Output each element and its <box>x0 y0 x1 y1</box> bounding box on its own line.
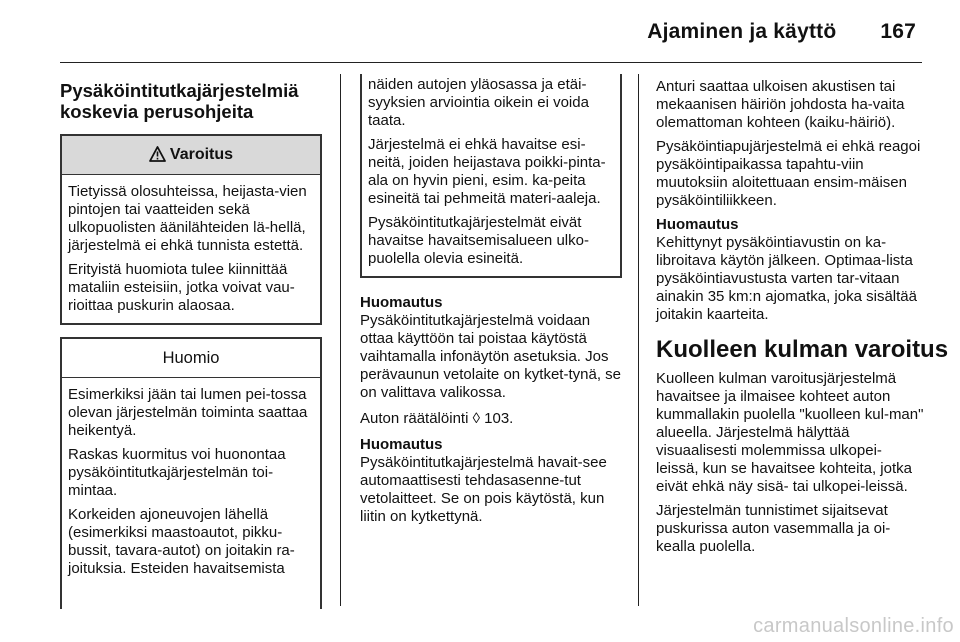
section-title-blind-spot: Kuolleen kulman varoitus <box>656 336 949 363</box>
note <box>656 216 924 324</box>
column-divider-1 <box>340 74 341 606</box>
caution-box <box>60 337 322 609</box>
column-divider-2 <box>638 74 639 606</box>
caution-box-header: Huomio <box>62 339 320 378</box>
caution-paragraph: Korkeiden ajoneuvojen lähellä (esimerkiksi maastoautot, pikku-bussit, tavara-autot) on joitakin ra-joituksia. Esteiden havaitsemista <box>68 506 295 577</box>
warning-triangle-icon <box>149 139 166 177</box>
caution-paragraph: Järjestelmä ei ehkä havaitse esi-neitä, joiden heijastava poikki-pinta-ala on hyvin pieni, esim. ka-peita esineitä tai pehmeitä materi-aaleja. <box>368 136 606 207</box>
page-number: 167 <box>880 20 916 43</box>
note-text: Pysäköintitutkajärjestelmä havait-see automaattisesti tehdasasenne-tut vetolaitteet. Se on pois käytöstä, kun liitin on kytkettynä. <box>360 454 607 525</box>
body-paragraph: Kuolleen kulman varoitusjärjestelmä havaitsee ja ilmaisee kohteet auton kummallakin puolella "kuolleen kul-man" alueella. Järjestelmä hälyttää visuaalisesti molemmissa ulkopei-leissä, kun se havaitsee kohteita, jotka eivät ehkä näy sisä- tai ulkopei-leissä. <box>656 370 924 495</box>
watermark: carmanualsonline.info <box>753 615 954 637</box>
column-1 <box>60 80 322 609</box>
note-block <box>360 294 622 526</box>
note-title: Huomautus <box>360 294 443 311</box>
chapter-title: Ajaminen ja käyttö <box>647 20 837 43</box>
note-title: Huomautus <box>360 436 443 453</box>
warning-box <box>60 134 322 325</box>
column-3 <box>656 78 949 562</box>
caution-box-continued-body <box>362 74 620 276</box>
note-title: Huomautus <box>656 216 739 233</box>
body-paragraph: Järjestelmän tunnistimet sijaitsevat puskurissa auton vasemmalla ja oi-kealla puolella. <box>656 502 891 555</box>
section-title-parking-radar: Pysäköintitutkajärjestelmiä koskevia perusohjeita <box>60 80 299 122</box>
column-2 <box>360 74 622 534</box>
cross-reference: Auton räätälöinti ◊ 103. <box>360 410 514 427</box>
note-text: Kehittynyt pysäköintiavustin on ka-libroitava käytön jälkeen. Optimaa-lista pysäköintiavustusta varten tar-vitaan ainakin 35 km:n ajomatka, joka sisältää joitakin kaarteita. <box>656 234 917 323</box>
caution-paragraph: näiden autojen yläosassa ja etäi-syyksien arviointia oikein ei voida taata. <box>368 76 589 129</box>
caution-paragraph: Raskas kuormitus voi huonontaa pysäköintitutkajärjestelmän toi-mintaa. <box>68 446 286 499</box>
running-header <box>647 20 916 44</box>
body-paragraph: Anturi saattaa ulkoisen akustisen tai mekaanisen häiriön johdosta ha-vaita olemattoman kohteen (kaiku-häiriö). <box>656 78 905 131</box>
warning-paragraph: Erityistä huomiota tulee kiinnittää mataliin esteisiin, jotka voivat vau-rioittaa puskurin alaosaa. <box>68 261 295 314</box>
caution-paragraph: Pysäköintitutkajärjestelmät eivät havaitse havaitsemisalueen ulko-puolella olevia esineitä. <box>368 214 589 267</box>
body-paragraph: Pysäköintiapujärjestelmä ei ehkä reagoi pysäköintipaikassa tapahtu-viin muutoksiin aloitettuaan ensim-mäisen pysäköintiliikkeen. <box>656 138 921 209</box>
note-text: Pysäköintitutkajärjestelmä voidaan ottaa käyttöön tai poistaa käytöstä vaihtamalla infonäytön asetuksia. Jos perävaunun vetolaite on kytket-tynä, se on valittava valikossa. <box>360 312 621 401</box>
warning-box-header <box>62 136 320 175</box>
caution-box-body <box>62 378 320 586</box>
note <box>360 294 622 402</box>
warning-box-body <box>62 175 320 323</box>
caution-box-continued <box>360 74 622 278</box>
note <box>360 436 622 526</box>
warning-paragraph: Tietyissä olosuhteissa, heijasta-vien pintojen tai vaatteiden sekä ulkopuolisten äänilähteiden lä-hellä, järjestelmä ei ehkä tunnista estettä. <box>68 183 307 254</box>
warning-box-title: Varoitus <box>169 146 234 163</box>
header-rule <box>60 62 922 63</box>
caution-paragraph: Esimerkiksi jään tai lumen pei-tossa olevan järjestelmän toiminta saattaa heikentyä. <box>68 386 308 439</box>
